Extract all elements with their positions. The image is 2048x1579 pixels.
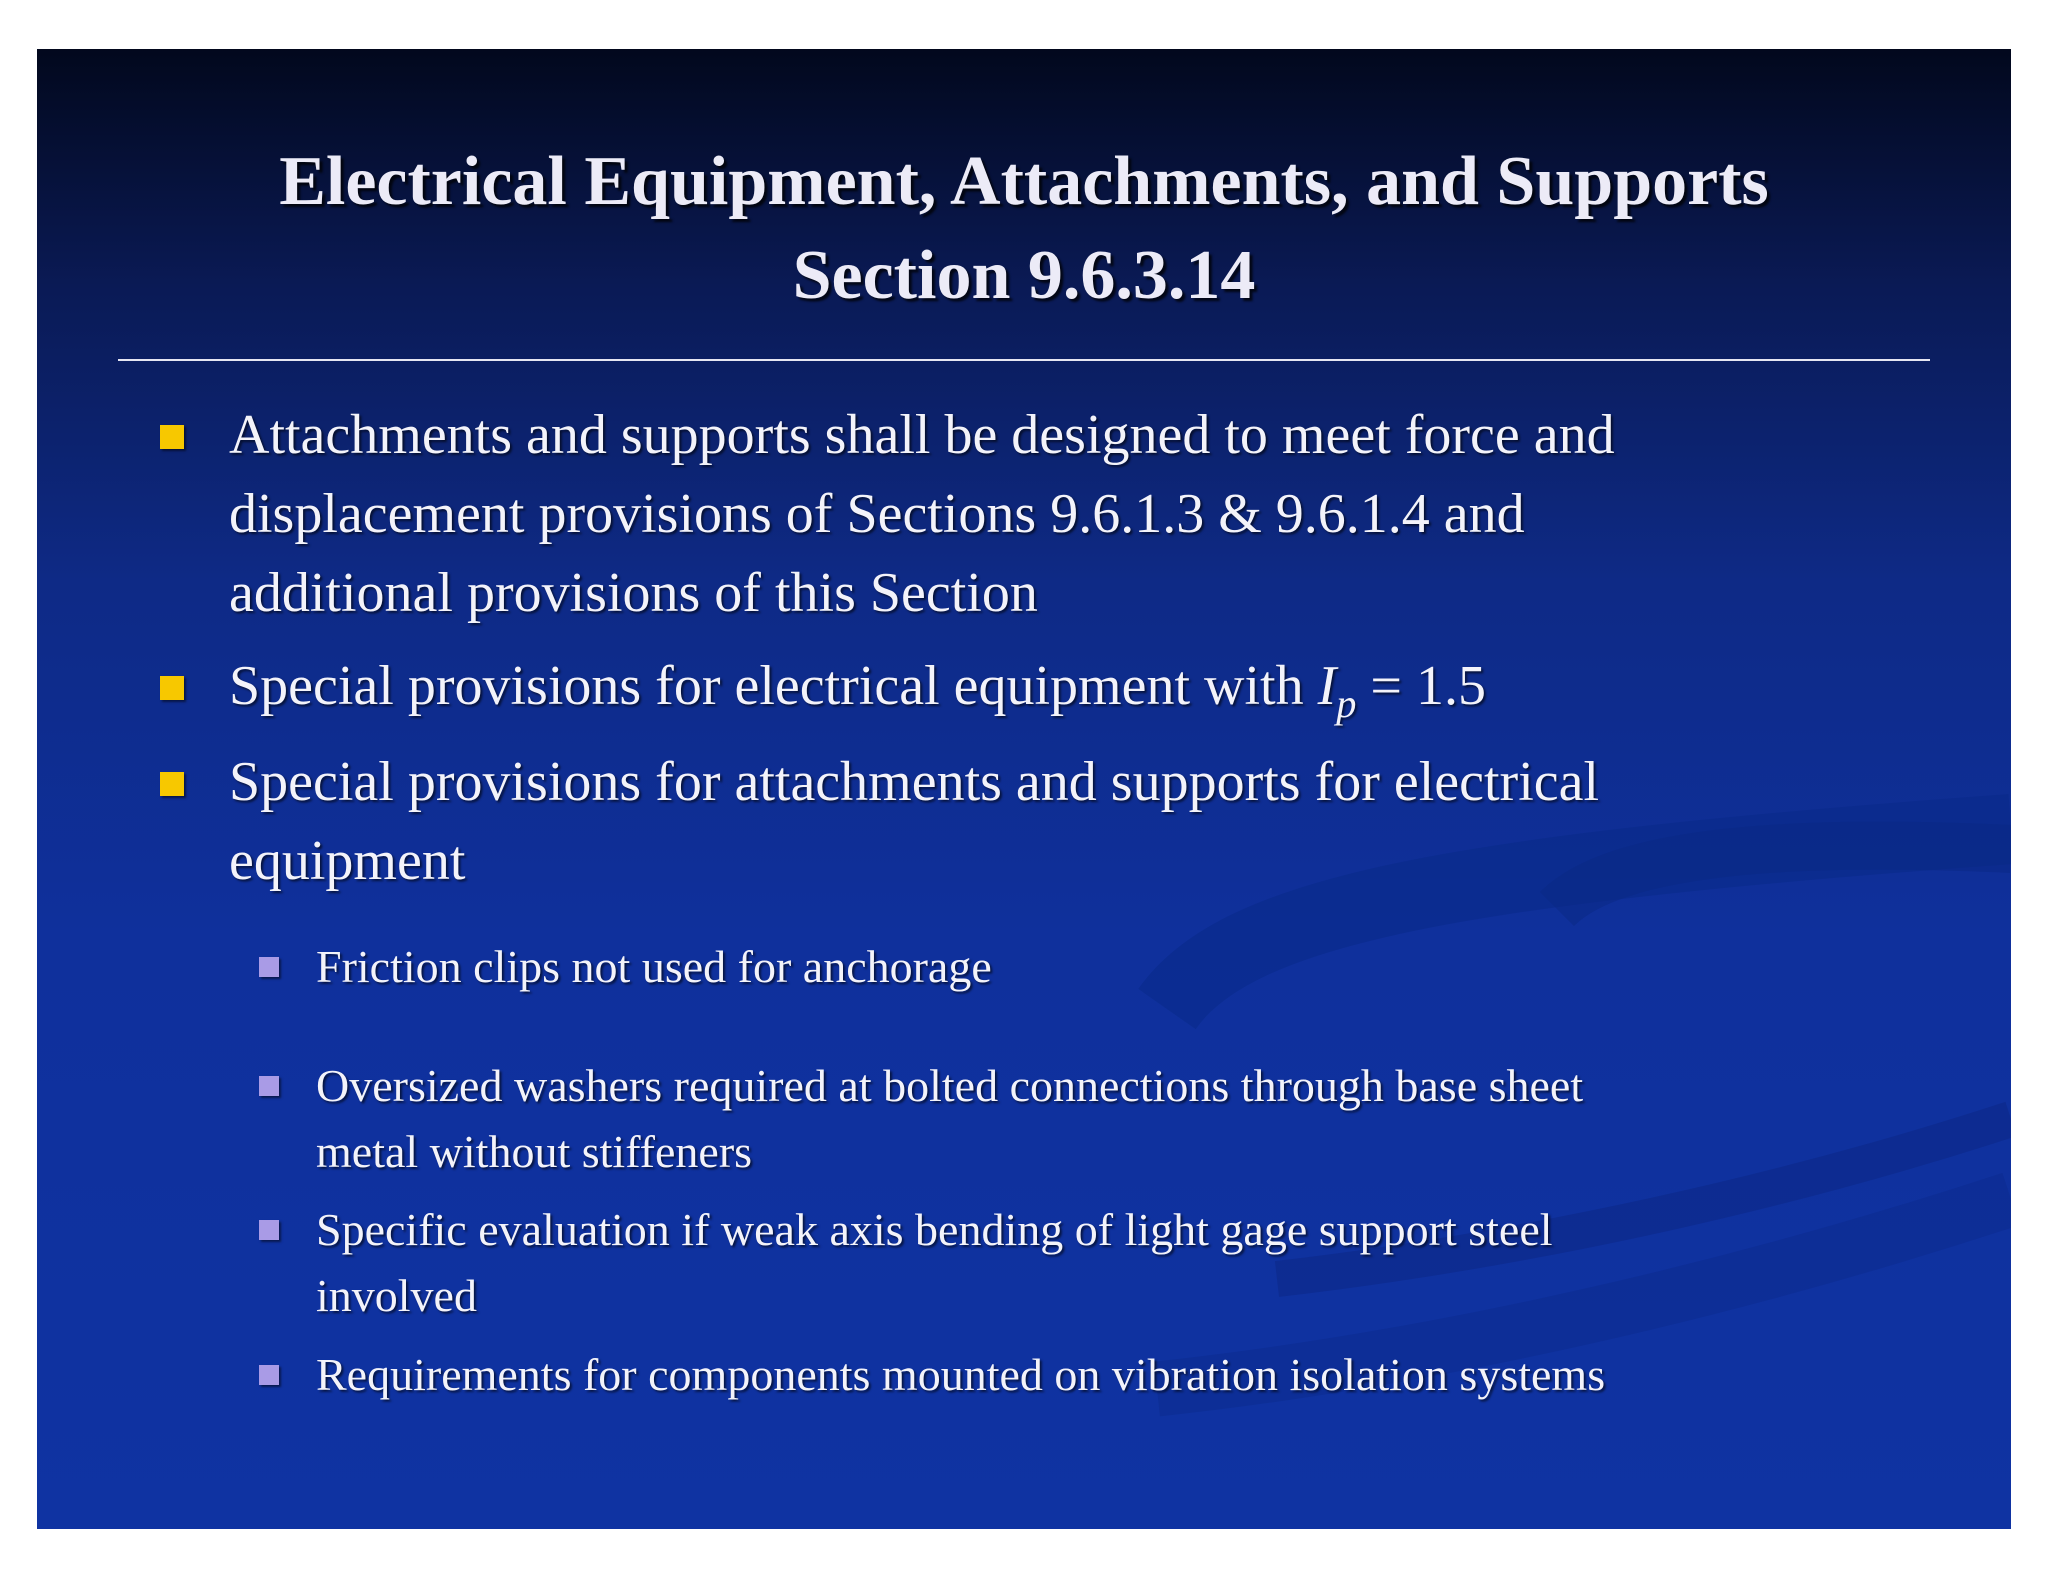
square-bullet-icon <box>160 425 184 449</box>
bullet-1-line-3: additional provisions of this Section <box>229 562 1038 624</box>
square-bullet-icon <box>259 1220 279 1240</box>
bullet-2-text-before: Special provisions for electrical equipment with <box>229 655 1318 717</box>
bullet-2-variable-subscript: p <box>1336 680 1357 726</box>
square-bullet-icon <box>160 772 184 796</box>
sub-bullet-4-line-1: Requirements for components mounted on vibration isolation systems <box>316 1349 1606 1400</box>
square-bullet-icon <box>160 676 184 700</box>
square-bullet-icon <box>259 1365 279 1385</box>
bullet-1-line-2: displacement provisions of Sections 9.6.1.3 & 9.6.1.4 and <box>229 483 1525 545</box>
bullet-list <box>37 49 2011 1529</box>
sub-bullet-2-line-1: Oversized washers required at bolted connections through base sheet <box>316 1060 1584 1111</box>
bullet-3-line-2: equipment <box>229 830 466 892</box>
bullet-1-line-1: Attachments and supports shall be designed to meet force and <box>229 404 1615 466</box>
sub-bullet-3-line-2: involved <box>316 1270 477 1321</box>
bullet-2-line-1 <box>229 647 1486 730</box>
slide <box>37 49 2011 1529</box>
square-bullet-icon <box>259 1076 279 1096</box>
sub-bullet-3-line-1: Specific evaluation if weak axis bending of light gage support steel <box>316 1204 1553 1255</box>
bullet-3-line-1: Special provisions for attachments and supports for electrical <box>229 751 1600 813</box>
title-line-1: Electrical Equipment, Attachments, and Supports <box>279 143 1769 220</box>
sub-bullet-2-line-2: metal without stiffeners <box>316 1126 753 1177</box>
title-line-2: Section 9.6.3.14 <box>792 237 1256 314</box>
square-bullet-icon <box>259 957 279 977</box>
bullet-2-variable: I <box>1317 655 1337 717</box>
bullet-2-text-after: = 1.5 <box>1356 655 1486 717</box>
sub-bullet-1-line-1: Friction clips not used for anchorage <box>316 941 992 992</box>
